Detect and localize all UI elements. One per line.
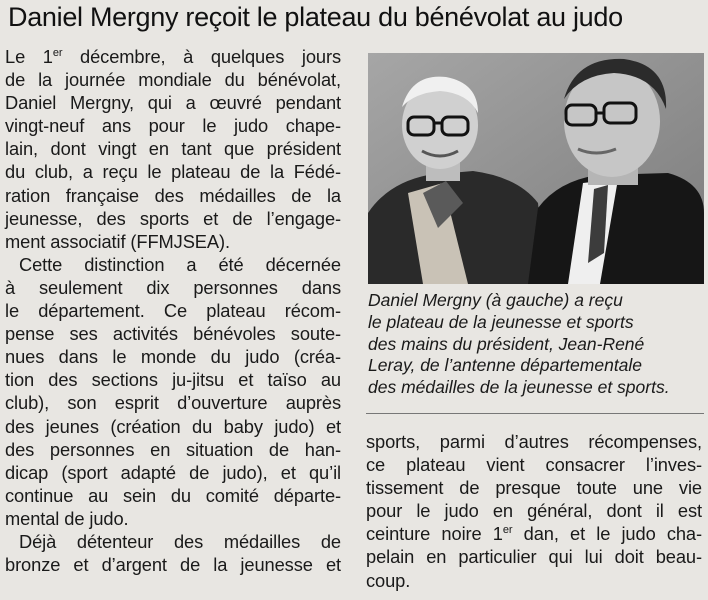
body-line: pelain en particulier qui lui doit beau- — [366, 546, 702, 568]
body-line: des personnes en situation de han- — [5, 438, 341, 460]
caption-line: Leray, de l’antenne départementale — [368, 355, 643, 376]
caption-line: des mains du président, Jean-René — [368, 333, 645, 354]
body-line: mental de judo. — [5, 507, 129, 529]
body-line: le département. Ce plateau récom- — [5, 300, 341, 322]
body-line: Cette distinction a été décernée — [19, 253, 341, 275]
body-line: sports, parmi d’autres récompenses, — [366, 431, 702, 452]
body-line: de la journée mondiale du bénévolat, — [5, 69, 341, 91]
body-line: vingt-neuf ans pour le judo chape- — [5, 115, 341, 137]
body-line: ment associatif (FFMJSEA). — [5, 230, 230, 252]
caption-line: des médailles de la jeunesse et sports. — [368, 377, 670, 398]
body-line: nues dans le monde du judo (créa- — [5, 346, 341, 368]
body-line: à seulement dix personnes dans — [5, 276, 341, 298]
body-line: ce plateau vient consacrer l’inves- — [366, 454, 702, 476]
body-line: ration française des médailles de la — [5, 184, 341, 206]
body-line: pense ses activités bénévoles soute- — [5, 323, 341, 345]
body-line: du club, a reçu le plateau de la Fédé- — [5, 161, 341, 183]
body-line: bronze et d’argent de la jeunesse et — [5, 554, 341, 576]
body-line: jeunesse, des sports et de l’engage- — [5, 207, 341, 229]
photo-caption — [368, 290, 704, 399]
caption-line: le plateau de la jeunesse et sports — [368, 311, 634, 332]
body-line: tissement de presque toute une vie — [366, 477, 702, 499]
photo-two-men — [368, 53, 704, 284]
article-photo — [368, 53, 704, 284]
body-line: Le 1er décembre, à quelques jours — [5, 46, 341, 67]
body-line: ceinture noire 1er dan, et le judo cha- — [366, 523, 702, 545]
body-line: continue au sein du comité départe- — [5, 484, 341, 506]
body-line: coup. — [366, 569, 411, 591]
article-headline: Daniel Mergny reçoit le plateau du bénévolat au judo — [8, 2, 623, 32]
article-body-right-column — [366, 430, 702, 592]
caption-line: Daniel Mergny (à gauche) a reçu — [368, 290, 623, 310]
body-line: Déjà détenteur des médailles de — [19, 530, 341, 552]
caption-divider — [366, 413, 704, 414]
body-line: des jeunes (création du baby judo) et — [5, 415, 341, 437]
article-body-left-column — [5, 45, 341, 576]
body-line: dicap (sport adapté de judo), et qu’il — [5, 461, 341, 483]
body-line: lain, dont vingt en tant que président — [5, 138, 341, 160]
body-line: club), son esprit d’ouverture auprès — [5, 392, 341, 414]
body-line: tion des sections ju-jitsu et taïso au — [5, 369, 341, 391]
body-line: Daniel Mergny, qui a œuvré pendant — [5, 92, 341, 114]
body-line: pour le judo en général, dont il est — [366, 500, 702, 522]
